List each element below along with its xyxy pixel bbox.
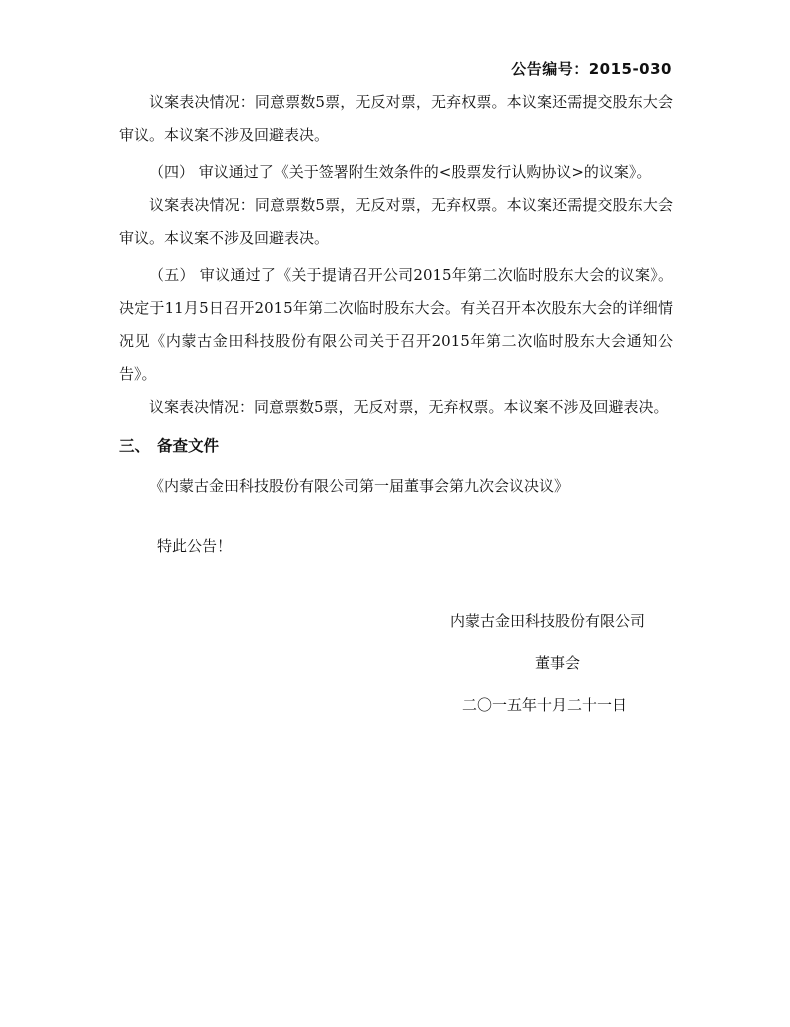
closing-statement: 特此公告！ [157,537,233,555]
vote-result-paragraph-2: 议案表决情况：同意票数5票，无反对票，无弃权票。本议案还需提交股东大会审议。本议案不涉及回避表决。 [119,196,673,247]
section-heading [119,424,673,464]
filing-document: 《内蒙古金田科技股份有限公司第一届董事会第九次会议决议》 [149,477,570,495]
signature-board: 董事会 [535,654,581,672]
resolution-5-paragraph: （五） 审议通过了《关于提请召开公司2015年第二次临时股东大会的议案》。决定于11月5日召开2015年第二次临时股东大会。有关召开本次股东大会的详细情况见《内蒙古金田科技股份有限公司关于召开2015年第二次临时股东大会通知公告》。 [119,266,673,383]
signature-date: 二〇一五年十月二十一日 [462,696,628,714]
notice-number: 公告编号：2015-030 [511,60,672,78]
resolution-4-paragraph: （四） 审议通过了《关于签署附生效条件的<股票发行认购协议>的议案》。 [149,163,652,181]
section-number: 三、 [119,437,151,455]
vote-result-paragraph-1: 议案表决情况：同意票数5票，无反对票，无弃权票。本议案还需提交股东大会审议。本议案不涉及回避表决。 [119,93,673,144]
signature-company: 内蒙古金田科技股份有限公司 [450,612,646,630]
document-body [119,86,673,563]
section-title: 备查文件 [157,437,220,455]
vote-result-paragraph-3: 议案表决情况：同意票数5票，无反对票，无弃权票。本议案不涉及回避表决。 [149,398,669,416]
